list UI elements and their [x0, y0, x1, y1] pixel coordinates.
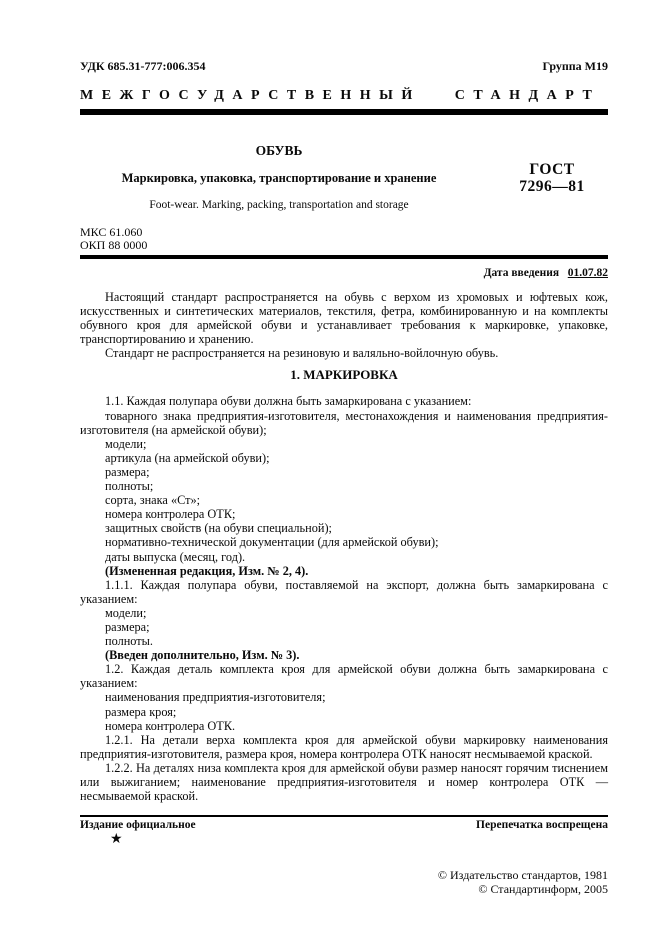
document-subtitle: Маркировка, упаковка, транспортирование и хранение: [121, 171, 437, 185]
paragraph: 1.1.1. Каждая полупара обуви, поставляемой на экспорт, должна быть замаркирована с указанием:: [80, 577, 608, 606]
date-label: Дата введения: [483, 267, 560, 279]
document-subtitle-en: Foot-wear. Marking, packing, transportation and storage: [149, 199, 409, 211]
paragraph: номера контролера ОТК;: [105, 507, 236, 522]
introduction-date: [80, 267, 608, 280]
copyright-line: © Стандартинформ, 2005: [478, 881, 608, 896]
gost-designation: [496, 161, 608, 195]
intro-paragraphs: [80, 290, 608, 360]
paragraph: (Измененная редакция, Изм. № 2, 4).: [105, 563, 309, 578]
paragraph: сорта, знака «Ст»;: [105, 493, 201, 508]
paragraph: 1.1. Каждая полупара обуви должна быть замаркирована с указанием:: [105, 394, 472, 409]
copyright-line: © Издательство стандартов, 1981: [437, 868, 608, 883]
paragraph: размера;: [105, 619, 150, 634]
group-code: Группа М19: [542, 59, 608, 73]
paragraph: размера;: [105, 464, 150, 479]
gost-label: ГОСТ: [529, 161, 575, 178]
paragraph: (Введен дополнительно, Изм. № 3).: [105, 648, 300, 663]
paragraph: защитных свойств (на обуви специальной);: [105, 521, 332, 536]
paragraph: нормативно-технической документации (для армейской обуви);: [105, 535, 439, 550]
section-paragraphs: [80, 394, 608, 803]
title-left-column: [80, 115, 496, 212]
paragraph: полноты.: [105, 634, 153, 649]
title-block: [80, 115, 608, 212]
classification-codes: [80, 226, 608, 252]
copyright-block: [80, 869, 608, 896]
paragraph: товарного знака предприятия-изготовителя, местонахождения и наименования предприятия-изготовителя (на армейской обуви);: [80, 408, 608, 437]
paragraph: наименования предприятия-изготовителя;: [105, 690, 326, 705]
udk-code: УДК 685.31-777:006.354: [80, 59, 206, 73]
top-codes-row: [80, 60, 608, 73]
official-edition-label: Издание официальное: [80, 819, 196, 832]
paragraph: 1.2. Каждая деталь комплекта кроя для армейской обуви должна быть замаркирована с указанием:: [80, 662, 608, 691]
mks-code: МКС 61.060: [80, 225, 143, 239]
okp-code: ОКП 88 0000: [80, 238, 148, 252]
date-value: 01.07.82: [567, 267, 608, 279]
section-rule: [80, 255, 608, 259]
paragraph: 1.2.1. На детали верха комплекта кроя для армейской обуви маркировку наименования предприятия-изготовителя, размера кроя, номера контролера ОТК наносят несмываемой краской.: [80, 732, 608, 761]
paragraph: артикула (на армейской обуви);: [105, 450, 270, 465]
section-heading: 1. МАРКИРОВКА: [290, 367, 398, 383]
footer-rule: [80, 815, 608, 817]
intro-paragraph: Настоящий стандарт распространяется на обувь с верхом из хромовых и юфтевых кож, искусственных и синтетических материалов, текстиля, фетра, комбинированную и на комплекты обувного кроя для армейской обуви и устанавливает требования к маркировке, упаковке, транспортированию и хранению.: [80, 290, 608, 347]
paragraph: размера кроя;: [105, 704, 177, 719]
paragraph: модели;: [105, 605, 147, 620]
star-icon: ★: [110, 832, 123, 848]
intro-paragraph: Стандарт не распространяется на резиновую и валяльно-войлочную обувь.: [105, 346, 499, 361]
footer-row: [80, 818, 608, 832]
standard-type-heading: МЕЖГОСУДАРСТВЕННЫЙ СТАНДАРТ: [80, 88, 601, 103]
document-title: ОБУВЬ: [255, 143, 303, 158]
paragraph: модели;: [105, 436, 147, 451]
gost-number: 7296—81: [519, 178, 585, 195]
paragraph: 1.2.2. На деталях низа комплекта кроя для армейской обуви размер наносят горячим тиснением или выжиганием; наименование предприятия-изготовителя и номер контролера ОТК — несмываемой краской.: [80, 760, 608, 804]
paragraph: даты выпуска (месяц, год).: [105, 549, 246, 564]
paragraph: полноты;: [105, 479, 154, 494]
reprint-prohibited-label: Перепечатка воспрещена: [476, 819, 608, 832]
paragraph: номера контролера ОТК.: [105, 718, 236, 733]
